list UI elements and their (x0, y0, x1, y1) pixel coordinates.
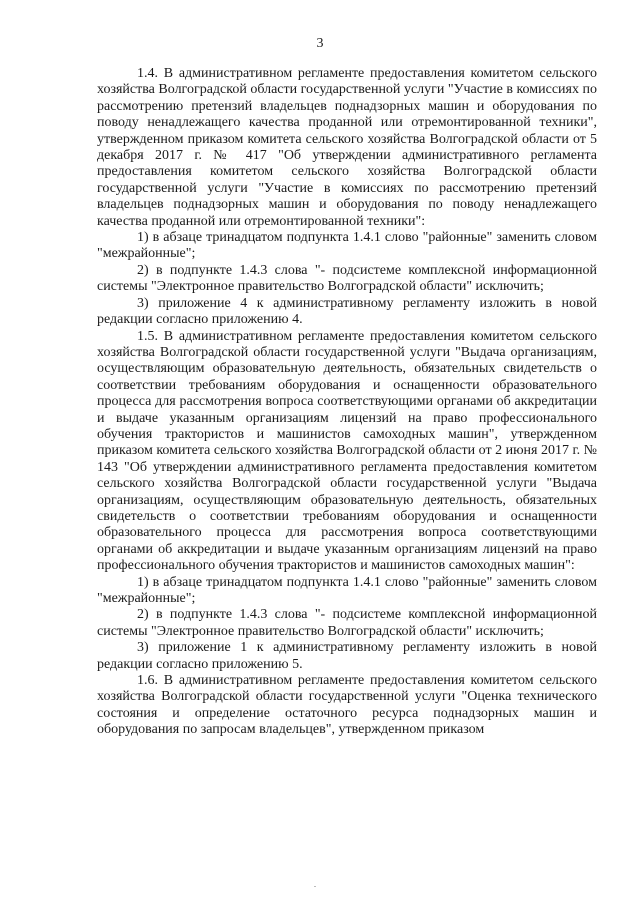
document-body (97, 66, 597, 739)
paragraph-1-5-item-3: 3) приложение 1 к административному регламенту изложить в новой редакции согласно приложению 5. (97, 640, 597, 672)
scan-speck (314, 886, 316, 887)
paragraph-1-4-item-1: 1) в абзаце тринадцатом подпункта 1.4.1 слово "районные" заменить словом "межрайонные"; (97, 230, 597, 262)
paragraph-1-4-item-2: 2) в подпункте 1.4.3 слова "- подсистеме комплексной информационной системы "Электронное правительство Волгоградской области" исключить; (97, 262, 597, 295)
paragraph-1-6: 1.6. В административном регламенте предоставления комитетом сельского хозяйства Волгоградской области государственной услуги "Оценка технического состояния и определение остаточного ресурса поднадзорных машин и оборудования по запросам владельцев", утвержденном приказом (97, 673, 597, 738)
paragraph-1-5-item-1: 1) в абзаце тринадцатом подпункта 1.4.1 слово "районные" заменить словом "межрайонные"; (97, 574, 597, 606)
page-number: 3 (316, 36, 324, 51)
paragraph-1-4: 1.4. В административном регламенте предоставления комитетом сельского хозяйства Волгоградской области государственной услуги "Участие в комиссиях по рассмотрению претензий владельцев поднадзорных машин и оборудования по поводу ненадлежащего качества проданной или отремонтированной техники", утвержденном приказом комитета сельского хозяйства Волгоградской области от 5 декабря 2017 г. № 417 "Об утверждении административного регламента предоставления комитетом сельского хозяйства Волгоградской области государственной услуги "Участие в комиссиях по рассмотрению претензий владельцев поднадзорных машин и оборудования по поводу ненадлежащего качества проданной или отремонтированной техники": (97, 66, 597, 229)
paragraph-1-4-item-3: 3) приложение 4 к административному регламенту изложить в новой редакции согласно приложению 4. (97, 295, 597, 328)
paragraph-1-5-item-2: 2) в подпункте 1.4.3 слова "- подсистеме комплексной информационной системы "Электронное правительство Волгоградской области" исключить; (97, 607, 597, 639)
paragraph-1-5: 1.5. В административном регламенте предоставления комитетом сельского хозяйства Волгоградской области государственной услуги "Выдача организациям, осуществляющим образовательную деятельность, обязательных свидетельств о соответствии требованиям оборудования и оснащенности образовательного процесса для рассмотрения вопроса соответствующими органами об аккредитации и выдаче указанным организациям лицензий на право профессионального обучения трактористов и машинистов самоходных машин", утвержденном приказом комитета сельского хозяйства Волгоградской области от 2 июня 2017 г. № 143 "Об утверждении административного регламента предоставления комитетом сельского хозяйства Волгоградской области государственной услуги "Выдача организациям, осуществляющим образовательную деятельность, обязательных свидетельств о соответствии требованиям оборудования и оснащенности образовательного процесса для рассмотрения вопроса соответствующими органами об аккредитации и выдаче указанным организациям лицензий на право профессионального обучения трактористов и машинистов самоходных машин": (97, 328, 597, 574)
